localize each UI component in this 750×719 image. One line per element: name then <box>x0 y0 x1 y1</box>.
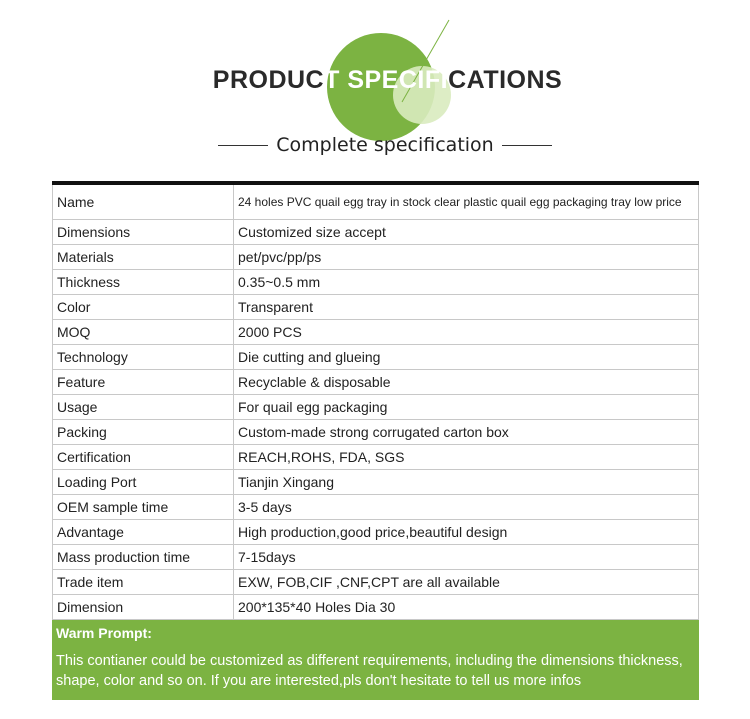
spec-row <box>53 420 699 445</box>
warm-prompt-box <box>52 620 699 700</box>
spec-value: Die cutting and glueing <box>234 345 699 370</box>
spec-value: EXW, FOB,CIF ,CNF,CPT are all available <box>234 570 699 595</box>
spec-row <box>53 495 699 520</box>
spec-value: 2000 PCS <box>234 320 699 345</box>
spec-row <box>53 320 699 345</box>
spec-row <box>53 595 699 620</box>
spec-key: Technology <box>53 345 234 370</box>
title-highlight: T SPECIFI <box>324 66 449 94</box>
spec-row <box>53 245 699 270</box>
spec-key: Advantage <box>53 520 234 545</box>
spec-key: Packing <box>53 420 234 445</box>
spec-value: Custom-made strong corrugated carton box <box>234 420 699 445</box>
spec-key: Dimension <box>53 595 234 620</box>
subtitle-rule-right <box>502 145 552 146</box>
warm-prompt-text: This contianer could be customized as different requirements, including the dimensions thickness, shape, color and so on. If you are interested,pls don't hesitate to tell us more infos <box>56 653 683 689</box>
spec-row <box>53 395 699 420</box>
spec-key: MOQ <box>53 320 234 345</box>
spec-row <box>53 183 699 220</box>
spec-key: Certification <box>53 445 234 470</box>
spec-value: 3-5 days <box>234 495 699 520</box>
spec-value: Transparent <box>234 295 699 320</box>
spec-value: 24 holes PVC quail egg tray in stock clear plastic quail egg packaging tray low price <box>234 183 699 220</box>
spec-key: Mass production time <box>53 545 234 570</box>
spec-row <box>53 545 699 570</box>
spec-value: Customized size accept <box>234 220 699 245</box>
spec-row <box>53 470 699 495</box>
header-banner <box>0 0 750 180</box>
spec-value: High production,good price,beautiful design <box>234 520 699 545</box>
spec-table-body <box>53 183 699 620</box>
spec-value: For quail egg packaging <box>234 395 699 420</box>
spec-key: Color <box>53 295 234 320</box>
spec-value: Recyclable & disposable <box>234 370 699 395</box>
warm-prompt-title: Warm Prompt: <box>56 625 152 641</box>
spec-row <box>53 270 699 295</box>
page-title <box>0 66 750 95</box>
spec-value: pet/pvc/pp/ps <box>234 245 699 270</box>
spec-key: Materials <box>53 245 234 270</box>
spec-key: OEM sample time <box>53 495 234 520</box>
spec-value: 0.35~0.5 mm <box>234 270 699 295</box>
spec-key: Thickness <box>53 270 234 295</box>
spec-row <box>53 295 699 320</box>
title-part-2: CATIONS <box>448 66 563 94</box>
spec-row <box>53 345 699 370</box>
spec-key: Feature <box>53 370 234 395</box>
spec-value: 7-15days <box>234 545 699 570</box>
spec-key: Usage <box>53 395 234 420</box>
spec-value: 200*135*40 Holes Dia 30 <box>234 595 699 620</box>
spec-value: Tianjin Xingang <box>234 470 699 495</box>
spec-value: REACH,ROHS, FDA, SGS <box>234 445 699 470</box>
spec-row <box>53 570 699 595</box>
spec-key: Dimensions <box>53 220 234 245</box>
subtitle: Complete specification <box>276 134 494 156</box>
title-part-1: PRODUC <box>212 66 325 94</box>
spec-key: Loading Port <box>53 470 234 495</box>
spec-table <box>52 181 699 620</box>
spec-key: Name <box>53 183 234 220</box>
spec-row <box>53 220 699 245</box>
spec-key: Trade item <box>53 570 234 595</box>
spec-row <box>53 520 699 545</box>
spec-row <box>53 370 699 395</box>
subtitle-block <box>218 132 552 158</box>
spec-row <box>53 445 699 470</box>
